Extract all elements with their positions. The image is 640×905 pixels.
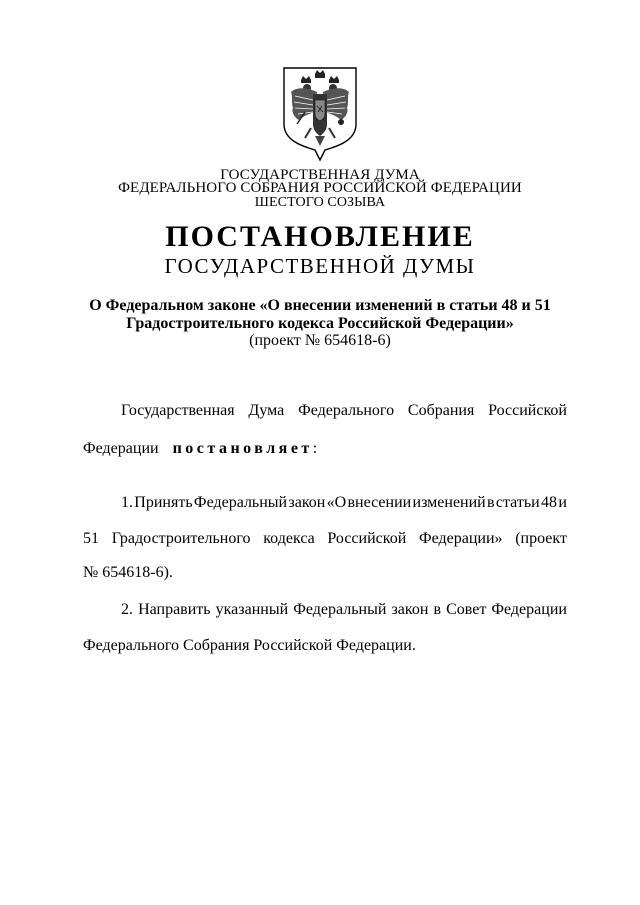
item-1-line-2 [83, 530, 567, 548]
item-1-word: «О [326, 494, 347, 511]
item-1-word: Принять [134, 494, 193, 511]
item-2-word: закон [391, 601, 429, 618]
item-2-word: Направить [138, 601, 211, 618]
item-2-line-2: Федерального Собрания Российской Федерации. [83, 637, 416, 654]
item-1-word: в [487, 494, 495, 511]
item-1-word: Федерации» [418, 530, 503, 547]
intro-word: Дума [248, 402, 285, 419]
org-line-1: ГОСУДАРСТВЕННАЯ ДУМА [220, 167, 420, 183]
item-2-word: Федеральный [293, 601, 387, 618]
decree-word: постановляет [172, 440, 313, 457]
item-1-line-1 [121, 494, 567, 512]
item-1-word: изменений [412, 494, 486, 511]
item-1-word: (проект [515, 530, 567, 547]
item-1-word: статьи [495, 494, 540, 511]
intro-word: Федерального [298, 402, 395, 419]
item-1-word: Российской [327, 530, 407, 547]
item-1-word: закон [288, 494, 326, 511]
subject-line-2: Градостроительного кодекса Российской Федерации» [126, 315, 514, 332]
item-1-word: 1. [121, 494, 133, 511]
item-1-line-3: № 654618-6). [83, 564, 173, 581]
document-type: ПОСТАНОВЛЕНИЕ [165, 220, 475, 253]
item-2-word: Федерации [491, 601, 567, 618]
item-1-word: Федеральный [193, 494, 288, 511]
coat-of-arms-icon [281, 66, 359, 162]
item-2-word: в [433, 601, 442, 618]
intro-word: Российской [488, 402, 567, 419]
intro-line-2 [83, 440, 567, 458]
document-issuer: ГОСУДАРСТВЕННОЙ ДУМЫ [164, 254, 476, 278]
item-1-word: и [558, 494, 567, 511]
item-2-line-1 [121, 601, 567, 619]
item-2-word: 2. [121, 601, 133, 618]
intro-word: Собрания [407, 402, 475, 419]
item-2-word: Совет [446, 601, 487, 618]
org-line-2: ФЕДЕРАЛЬНОГО СОБРАНИЯ РОССИЙСКОЙ ФЕДЕРАЦИИ [118, 180, 522, 196]
item-1-word: Градостроительного [111, 530, 251, 547]
intro-word: Государственная [121, 402, 235, 419]
item-1-word: 51 [83, 530, 99, 547]
project-number: (проект № 654618-6) [249, 332, 391, 349]
subject-line-1: О Федеральном законе «О внесении изменений в статьи 48 и 51 [89, 297, 551, 314]
item-1-word: внесении [347, 494, 412, 511]
intro-line-1 [121, 402, 567, 420]
org-line-3: ШЕСТОГО СОЗЫВА [254, 195, 386, 210]
intro-line-2-start: Федерации [83, 440, 159, 457]
decree-colon: : [312, 440, 318, 457]
item-2-word: указанный [215, 601, 289, 618]
item-1-word: 48 [541, 494, 558, 511]
item-1-word: кодекса [263, 530, 315, 547]
